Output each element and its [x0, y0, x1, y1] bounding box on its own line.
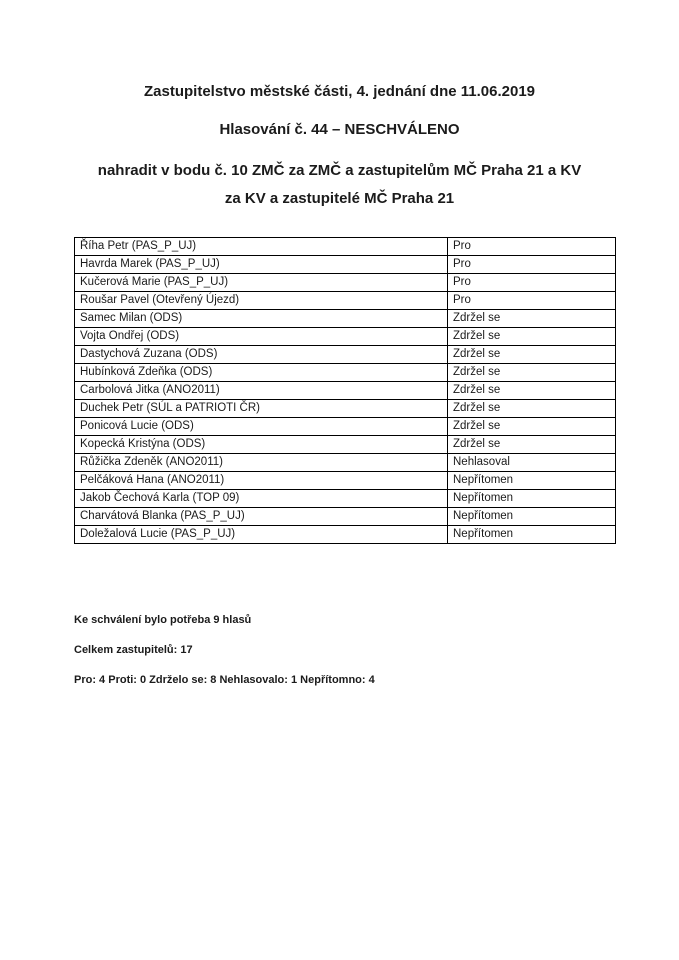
vote-table [74, 237, 616, 544]
member-name-cell: Ponicová Lucie (ODS) [75, 418, 448, 436]
member-name-cell: Růžička Zdeněk (ANO2011) [75, 454, 448, 472]
required-votes-text: Ke schválení bylo potřeba 9 hlasů [74, 614, 252, 626]
table-row [75, 526, 616, 544]
vote-cell: Zdržel se [448, 400, 616, 418]
member-name-cell: Doležalová Lucie (PAS_P_UJ) [75, 526, 448, 544]
table-row [75, 346, 616, 364]
vote-cell: Zdržel se [448, 436, 616, 454]
member-name-cell: Duchek Petr (SÚL a PATRIOTI ČR) [75, 400, 448, 418]
table-row [75, 256, 616, 274]
table-row [75, 472, 616, 490]
table-row [75, 400, 616, 418]
vote-cell: Zdržel se [448, 346, 616, 364]
member-name-cell: Charvátová Blanka (PAS_P_UJ) [75, 508, 448, 526]
motion-text-line1: nahradit v bodu č. 10 ZMČ za ZMČ a zastupitelům MČ Praha 21 a KV [97, 162, 582, 179]
member-name-cell: Pelčáková Hana (ANO2011) [75, 472, 448, 490]
vote-cell: Nepřítomen [448, 526, 616, 544]
table-row [75, 490, 616, 508]
vote-cell: Zdržel se [448, 328, 616, 346]
vote-cell: Nepřítomen [448, 508, 616, 526]
table-row [75, 310, 616, 328]
vote-cell: Pro [448, 292, 616, 310]
total-members-text: Celkem zastupitelů: 17 [74, 644, 193, 656]
table-row [75, 436, 616, 454]
vote-cell: Pro [448, 274, 616, 292]
member-name-cell: Samec Milan (ODS) [75, 310, 448, 328]
vote-cell: Pro [448, 238, 616, 256]
vote-cell: Nepřítomen [448, 490, 616, 508]
table-row [75, 238, 616, 256]
vote-table-body [75, 238, 616, 544]
table-row [75, 328, 616, 346]
table-row [75, 274, 616, 292]
vote-cell: Nepřítomen [448, 472, 616, 490]
member-name-cell: Dastychová Zuzana (ODS) [75, 346, 448, 364]
document-title: Zastupitelstvo městské části, 4. jednání dne 11.06.2019 [143, 83, 536, 100]
table-row [75, 508, 616, 526]
vote-cell: Zdržel se [448, 310, 616, 328]
vote-results-text: Pro: 4 Proti: 0 Zdrželo se: 8 Nehlasovalo: 1 Nepřítomno: 4 [74, 674, 375, 686]
table-row [75, 418, 616, 436]
vote-cell: Zdržel se [448, 418, 616, 436]
table-row [75, 364, 616, 382]
member-name-cell: Kopecká Kristýna (ODS) [75, 436, 448, 454]
member-name-cell: Roušar Pavel (Otevřený Újezd) [75, 292, 448, 310]
table-row [75, 382, 616, 400]
vote-cell: Nehlasoval [448, 454, 616, 472]
vote-summary [74, 614, 375, 704]
member-name-cell: Jakob Čechová Karla (TOP 09) [75, 490, 448, 508]
motion-text [0, 139, 679, 213]
vote-cell: Zdržel se [448, 382, 616, 400]
member-name-cell: Havrda Marek (PAS_P_UJ) [75, 256, 448, 274]
member-name-cell: Vojta Ondřej (ODS) [75, 328, 448, 346]
member-name-cell: Carbolová Jitka (ANO2011) [75, 382, 448, 400]
vote-cell: Zdržel se [448, 364, 616, 382]
vote-result-heading: Hlasování č. 44 – NESCHVÁLENO [219, 121, 460, 138]
table-row [75, 292, 616, 310]
vote-cell: Pro [448, 256, 616, 274]
member-name-cell: Říha Petr (PAS_P_UJ) [75, 238, 448, 256]
member-name-cell: Kučerová Marie (PAS_P_UJ) [75, 274, 448, 292]
motion-text-line2: za KV a zastupitelé MČ Praha 21 [224, 190, 455, 207]
member-name-cell: Hubínková Zdeňka (ODS) [75, 364, 448, 382]
table-row [75, 454, 616, 472]
